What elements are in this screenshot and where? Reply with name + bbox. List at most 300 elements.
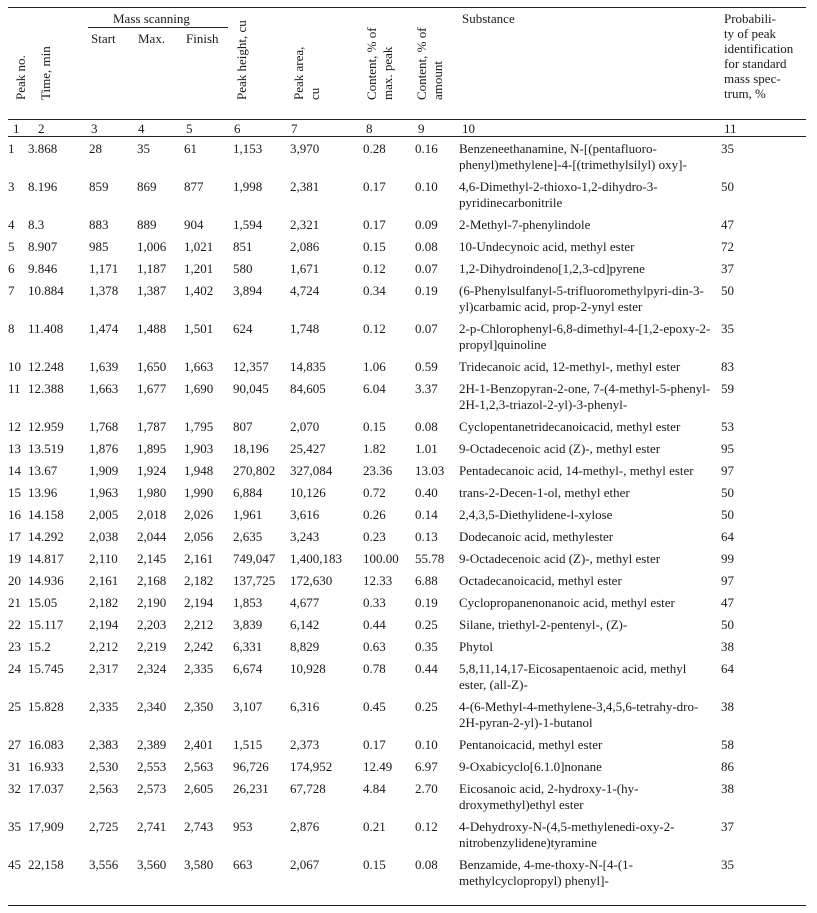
column-number: 10 bbox=[462, 121, 475, 136]
cell-probability: 50 bbox=[721, 617, 734, 632]
cell-substance: 2-Methyl-7-phenylindole bbox=[459, 217, 591, 232]
cell-peak-area: 4,724 bbox=[290, 283, 320, 298]
cell-max: 35 bbox=[137, 141, 150, 156]
cell-content-amount: 0.12 bbox=[415, 819, 438, 834]
cell-peak-height: 1,153 bbox=[233, 141, 263, 156]
cell-peak-area: 8,829 bbox=[290, 639, 320, 654]
cell-peak-height: 1,515 bbox=[233, 737, 263, 752]
cell-finish: 1,948 bbox=[184, 463, 214, 478]
cell-peak-area: 25,427 bbox=[290, 441, 326, 456]
cell-content-amount: 3.37 bbox=[415, 381, 438, 396]
cell-content-max: 0.72 bbox=[363, 485, 386, 500]
table-row bbox=[8, 505, 806, 527]
cell-peak-height: 12,357 bbox=[233, 359, 269, 374]
cell-finish: 2,212 bbox=[184, 617, 214, 632]
cell-start: 883 bbox=[89, 217, 109, 232]
cell-content-amount: 0.10 bbox=[415, 179, 438, 194]
cell-probability: 72 bbox=[721, 239, 734, 254]
cell-probability: 83 bbox=[721, 359, 734, 374]
cell-peak-no: 21 bbox=[8, 595, 21, 610]
cell-max: 2,203 bbox=[137, 617, 167, 632]
cell-start: 2,725 bbox=[89, 819, 119, 834]
column-number: 6 bbox=[234, 121, 241, 136]
cell-peak-height: 96,726 bbox=[233, 759, 269, 774]
cell-content-max: 0.23 bbox=[363, 529, 386, 544]
cell-max: 1,924 bbox=[137, 463, 167, 478]
cell-time: 14.158 bbox=[28, 507, 64, 522]
cell-peak-height: 3,107 bbox=[233, 699, 263, 714]
cell-peak-no: 7 bbox=[8, 283, 15, 298]
cell-probability: 95 bbox=[721, 441, 734, 456]
cell-finish: 2,242 bbox=[184, 639, 214, 654]
cell-peak-height: 1,853 bbox=[233, 595, 263, 610]
cell-peak-no: 25 bbox=[8, 699, 21, 714]
cell-peak-height: 137,725 bbox=[233, 573, 276, 588]
table-row bbox=[8, 779, 806, 817]
cell-max: 1,187 bbox=[137, 261, 167, 276]
table-row bbox=[8, 215, 806, 237]
cell-finish: 1,201 bbox=[184, 261, 214, 276]
cell-peak-area: 6,316 bbox=[290, 699, 320, 714]
table-row bbox=[8, 757, 806, 779]
header-peak-area-line1: Peak area, bbox=[291, 46, 306, 100]
cell-peak-area: 4,677 bbox=[290, 595, 320, 610]
cell-max: 1,787 bbox=[137, 419, 167, 434]
cell-substance: Octadecanoicacid, methyl ester bbox=[459, 573, 622, 588]
cell-finish: 1,501 bbox=[184, 321, 214, 336]
cell-max: 1,387 bbox=[137, 283, 167, 298]
table-row bbox=[8, 571, 806, 593]
cell-peak-no: 12 bbox=[8, 419, 21, 434]
cell-max: 1,895 bbox=[137, 441, 167, 456]
cell-content-max: 0.21 bbox=[363, 819, 386, 834]
cell-max: 2,573 bbox=[137, 781, 167, 796]
header-peak-area-line2: cu bbox=[307, 87, 322, 100]
cell-peak-height: 6,331 bbox=[233, 639, 263, 654]
cell-substance: 9-Octadecenoic acid (Z)-, methyl ester bbox=[459, 551, 661, 566]
cell-substance: 2-p-Chlorophenyl-6,8-dimethyl-4-[1,2-epoxy-2-propyl]quinoline bbox=[459, 321, 711, 352]
cell-probability: 53 bbox=[721, 419, 734, 434]
cell-substance: trans-2-Decen-1-ol, methyl ether bbox=[459, 485, 630, 500]
header-max: Max. bbox=[138, 31, 166, 46]
cell-peak-no: 3 bbox=[8, 179, 15, 194]
table-row bbox=[8, 281, 806, 319]
cell-start: 2,212 bbox=[89, 639, 119, 654]
cell-time: 13.519 bbox=[28, 441, 64, 456]
cell-content-amount: 0.19 bbox=[415, 595, 438, 610]
table-row bbox=[8, 615, 806, 637]
cell-peak-no: 27 bbox=[8, 737, 21, 752]
cell-content-amount: 6.88 bbox=[415, 573, 438, 588]
cell-peak-area: 2,070 bbox=[290, 419, 320, 434]
cell-peak-height: 18,196 bbox=[233, 441, 269, 456]
cell-peak-no: 20 bbox=[8, 573, 21, 588]
cell-content-amount: 2.70 bbox=[415, 781, 438, 796]
cell-peak-height: 3,894 bbox=[233, 283, 263, 298]
cell-substance: Silane, triethyl-2-pentenyl-, (Z)- bbox=[459, 617, 628, 632]
cell-content-max: 0.44 bbox=[363, 617, 386, 632]
cell-time: 17.037 bbox=[28, 781, 64, 796]
cell-time: 14.936 bbox=[28, 573, 64, 588]
header-prob-line5: mass spec- bbox=[724, 71, 781, 86]
cell-content-max: 23.36 bbox=[363, 463, 393, 478]
cell-content-amount: 1.01 bbox=[415, 441, 438, 456]
data-table bbox=[8, 139, 806, 893]
cell-start: 2,005 bbox=[89, 507, 119, 522]
cell-start: 2,383 bbox=[89, 737, 119, 752]
cell-peak-height: 3,839 bbox=[233, 617, 263, 632]
cell-time: 15.117 bbox=[28, 617, 64, 632]
cell-probability: 99 bbox=[721, 551, 734, 566]
cell-max: 2,324 bbox=[137, 661, 167, 676]
cell-peak-area: 6,142 bbox=[290, 617, 320, 632]
cell-max: 1,650 bbox=[137, 359, 167, 374]
table-row bbox=[8, 637, 806, 659]
header-peak-no: Peak no. bbox=[13, 55, 28, 100]
cell-peak-height: 851 bbox=[233, 239, 253, 254]
cell-finish: 904 bbox=[184, 217, 204, 232]
cell-substance: 4-Dehydroxy-N-(4,5-methylenedi-oxy-2-nitrobenzylidene)tyramine bbox=[459, 819, 675, 850]
cell-peak-height: 270,802 bbox=[233, 463, 276, 478]
header-bottom-rule bbox=[8, 119, 806, 120]
cell-substance: Benzeneethanamine, N-[(pentafluoro-phenyl)methylene]-4-[(trimethylsilyl) oxy]- bbox=[459, 141, 687, 172]
cell-peak-area: 84,605 bbox=[290, 381, 326, 396]
cell-peak-area: 3,616 bbox=[290, 507, 320, 522]
cell-peak-no: 35 bbox=[8, 819, 21, 834]
cell-time: 14.292 bbox=[28, 529, 64, 544]
cell-start: 2,530 bbox=[89, 759, 119, 774]
cell-finish: 1,990 bbox=[184, 485, 214, 500]
cell-peak-no: 6 bbox=[8, 261, 15, 276]
cell-time: 10.884 bbox=[28, 283, 64, 298]
cell-max: 1,488 bbox=[137, 321, 167, 336]
cell-substance: (6-Phenylsulfanyl-5-trifluoromethylpyri-din-3-yl)carbamic acid, prop-2-ynyl ester bbox=[459, 283, 704, 314]
table-row bbox=[8, 177, 806, 215]
cell-content-amount: 0.59 bbox=[415, 359, 438, 374]
cell-max: 2,741 bbox=[137, 819, 167, 834]
header-start: Start bbox=[91, 31, 116, 46]
cell-finish: 2,161 bbox=[184, 551, 214, 566]
table-row bbox=[8, 139, 806, 177]
cell-finish: 2,350 bbox=[184, 699, 214, 714]
table-row bbox=[8, 659, 806, 697]
cell-max: 2,219 bbox=[137, 639, 167, 654]
table-top-rule bbox=[8, 7, 806, 8]
cell-content-amount: 0.08 bbox=[415, 239, 438, 254]
cell-substance: Tridecanoic acid, 12-methyl-, methyl ester bbox=[459, 359, 681, 374]
cell-start: 859 bbox=[89, 179, 109, 194]
cell-substance: Dodecanoic acid, methylester bbox=[459, 529, 614, 544]
cell-probability: 64 bbox=[721, 661, 734, 676]
cell-substance: 2H-1-Benzopyran-2-one, 7-(4-methyl-5-phenyl-2H-1,2,3-triazol-2-yl)-3-phenyl- bbox=[459, 381, 711, 412]
cell-time: 15.05 bbox=[28, 595, 58, 610]
cell-substance: 4-(6-Methyl-4-methylene-3,4,5,6-tetrahy-dro-2H-pyran-2-yl)-1-butanol bbox=[459, 699, 699, 730]
header-mass-scanning: Mass scanning bbox=[113, 11, 190, 26]
cell-finish: 1,402 bbox=[184, 283, 214, 298]
cell-peak-area: 1,748 bbox=[290, 321, 320, 336]
cell-peak-area: 67,728 bbox=[290, 781, 326, 796]
header-peak-height: Peak height, cu bbox=[234, 20, 249, 100]
cell-substance: Phytol bbox=[459, 639, 493, 654]
cell-max: 2,190 bbox=[137, 595, 167, 610]
cell-content-max: 0.15 bbox=[363, 239, 386, 254]
cell-probability: 50 bbox=[721, 507, 734, 522]
cell-probability: 58 bbox=[721, 737, 734, 752]
table-row bbox=[8, 357, 806, 379]
header-content-max-line2: max. peak bbox=[380, 46, 395, 100]
cell-content-max: 0.28 bbox=[363, 141, 386, 156]
cell-time: 16.933 bbox=[28, 759, 64, 774]
cell-peak-height: 624 bbox=[233, 321, 253, 336]
cell-peak-no: 22 bbox=[8, 617, 21, 632]
cell-finish: 2,743 bbox=[184, 819, 214, 834]
cell-max: 1,980 bbox=[137, 485, 167, 500]
header-time: Time, min bbox=[38, 46, 53, 100]
cell-peak-no: 23 bbox=[8, 639, 21, 654]
cell-substance: 2,4,3,5-Diethylidene-l-xylose bbox=[459, 507, 613, 522]
column-number: 8 bbox=[366, 121, 373, 136]
cell-max: 2,389 bbox=[137, 737, 167, 752]
cell-peak-area: 2,876 bbox=[290, 819, 320, 834]
cell-peak-area: 1,671 bbox=[290, 261, 320, 276]
cell-content-max: 1.82 bbox=[363, 441, 386, 456]
column-number: 5 bbox=[186, 121, 193, 136]
table-row bbox=[8, 855, 806, 893]
cell-probability: 59 bbox=[721, 381, 734, 396]
cell-content-max: 12.49 bbox=[363, 759, 393, 774]
cell-probability: 97 bbox=[721, 463, 734, 478]
cell-substance: 1,2-Dihydroindeno[1,2,3-cd]pyrene bbox=[459, 261, 645, 276]
cell-content-max: 0.17 bbox=[363, 179, 386, 194]
cell-peak-no: 1 bbox=[8, 141, 15, 156]
cell-start: 2,182 bbox=[89, 595, 119, 610]
cell-peak-no: 15 bbox=[8, 485, 21, 500]
table-row bbox=[8, 439, 806, 461]
cell-finish: 2,194 bbox=[184, 595, 214, 610]
cell-peak-area: 172,630 bbox=[290, 573, 333, 588]
cell-max: 889 bbox=[137, 217, 157, 232]
cell-substance: 4,6-Dimethyl-2-thioxo-1,2-dihydro-3-pyridinecarbonitrile bbox=[459, 179, 658, 210]
cell-probability: 38 bbox=[721, 781, 734, 796]
cell-peak-no: 10 bbox=[8, 359, 21, 374]
cell-content-amount: 6.97 bbox=[415, 759, 438, 774]
column-number: 4 bbox=[138, 121, 145, 136]
cell-probability: 97 bbox=[721, 573, 734, 588]
cell-peak-no: 13 bbox=[8, 441, 21, 456]
cell-finish: 1,690 bbox=[184, 381, 214, 396]
header-prob-line4: for standard bbox=[724, 56, 787, 71]
cell-peak-no: 19 bbox=[8, 551, 21, 566]
cell-start: 28 bbox=[89, 141, 102, 156]
table-row bbox=[8, 483, 806, 505]
cell-peak-no: 31 bbox=[8, 759, 21, 774]
cell-peak-area: 2,381 bbox=[290, 179, 320, 194]
cell-time: 15.2 bbox=[28, 639, 51, 654]
table-row bbox=[8, 735, 806, 757]
cell-content-amount: 0.08 bbox=[415, 857, 438, 872]
table-row bbox=[8, 461, 806, 483]
table-row bbox=[8, 697, 806, 735]
cell-time: 12.388 bbox=[28, 381, 64, 396]
cell-max: 869 bbox=[137, 179, 157, 194]
cell-start: 1,963 bbox=[89, 485, 119, 500]
cell-content-max: 0.15 bbox=[363, 857, 386, 872]
column-number-rule bbox=[8, 136, 806, 137]
cell-time: 13.96 bbox=[28, 485, 58, 500]
cell-content-amount: 0.19 bbox=[415, 283, 438, 298]
cell-content-max: 6.04 bbox=[363, 381, 386, 396]
cell-substance: 9-Oxabicyclo[6.1.0]nonane bbox=[459, 759, 602, 774]
cell-probability: 47 bbox=[721, 595, 734, 610]
cell-content-max: 0.17 bbox=[363, 217, 386, 232]
cell-peak-height: 90,045 bbox=[233, 381, 269, 396]
cell-start: 2,038 bbox=[89, 529, 119, 544]
cell-peak-no: 45 bbox=[8, 857, 21, 872]
cell-content-amount: 0.44 bbox=[415, 661, 438, 676]
cell-peak-no: 4 bbox=[8, 217, 15, 232]
cell-time: 16.083 bbox=[28, 737, 64, 752]
cell-peak-height: 1,998 bbox=[233, 179, 263, 194]
cell-time: 12.959 bbox=[28, 419, 64, 434]
cell-time: 8.907 bbox=[28, 239, 58, 254]
cell-finish: 2,563 bbox=[184, 759, 214, 774]
cell-peak-height: 953 bbox=[233, 819, 253, 834]
cell-peak-no: 17 bbox=[8, 529, 21, 544]
cell-max: 2,018 bbox=[137, 507, 167, 522]
header-prob-line1: Probabili- bbox=[724, 11, 776, 26]
cell-content-amount: 0.14 bbox=[415, 507, 438, 522]
cell-content-max: 0.12 bbox=[363, 261, 386, 276]
cell-peak-area: 2,086 bbox=[290, 239, 320, 254]
cell-content-amount: 0.10 bbox=[415, 737, 438, 752]
cell-finish: 2,026 bbox=[184, 507, 214, 522]
cell-peak-area: 2,321 bbox=[290, 217, 320, 232]
cell-probability: 86 bbox=[721, 759, 734, 774]
cell-peak-no: 11 bbox=[8, 381, 21, 396]
table-bottom-rule bbox=[8, 905, 806, 906]
table-row bbox=[8, 593, 806, 615]
cell-content-max: 0.63 bbox=[363, 639, 386, 654]
header-content-amount-line2: amount bbox=[430, 61, 445, 100]
cell-probability: 50 bbox=[721, 179, 734, 194]
cell-finish: 2,605 bbox=[184, 781, 214, 796]
cell-peak-no: 16 bbox=[8, 507, 21, 522]
table-row bbox=[8, 549, 806, 571]
cell-finish: 2,335 bbox=[184, 661, 214, 676]
cell-finish: 877 bbox=[184, 179, 204, 194]
header-substance: Substance bbox=[462, 11, 515, 26]
cell-substance: Cyclopentanetridecanoicacid, methyl ester bbox=[459, 419, 681, 434]
cell-content-amount: 0.07 bbox=[415, 261, 438, 276]
cell-content-amount: 0.25 bbox=[415, 617, 438, 632]
cell-peak-height: 6,674 bbox=[233, 661, 263, 676]
header-probability bbox=[724, 11, 793, 101]
cell-content-max: 0.34 bbox=[363, 283, 386, 298]
cell-content-max: 0.12 bbox=[363, 321, 386, 336]
cell-max: 2,044 bbox=[137, 529, 167, 544]
table-row bbox=[8, 817, 806, 855]
cell-finish: 2,401 bbox=[184, 737, 214, 752]
cell-start: 1,768 bbox=[89, 419, 119, 434]
table-row bbox=[8, 319, 806, 357]
cell-time: 8.3 bbox=[28, 217, 45, 232]
cell-start: 1,378 bbox=[89, 283, 119, 298]
cell-content-amount: 0.08 bbox=[415, 419, 438, 434]
cell-start: 1,171 bbox=[89, 261, 119, 276]
cell-content-max: 0.33 bbox=[363, 595, 386, 610]
header-finish: Finish bbox=[186, 31, 219, 46]
cell-peak-area: 1,400,183 bbox=[290, 551, 342, 566]
cell-start: 1,876 bbox=[89, 441, 119, 456]
cell-time: 8.196 bbox=[28, 179, 58, 194]
cell-finish: 61 bbox=[184, 141, 197, 156]
cell-finish: 3,580 bbox=[184, 857, 214, 872]
cell-content-amount: 0.07 bbox=[415, 321, 438, 336]
cell-substance: 9-Octadecenoic acid (Z)-, methyl ester bbox=[459, 441, 661, 456]
cell-substance: Benzamide, 4-me-thoxy-N-[4-(1-methylcyclopropyl) phenyl]- bbox=[459, 857, 633, 888]
cell-start: 2,335 bbox=[89, 699, 119, 714]
cell-probability: 47 bbox=[721, 217, 734, 232]
cell-start: 2,110 bbox=[89, 551, 118, 566]
cell-content-amount: 55.78 bbox=[415, 551, 445, 566]
cell-max: 2,145 bbox=[137, 551, 167, 566]
cell-probability: 50 bbox=[721, 485, 734, 500]
cell-peak-height: 1,594 bbox=[233, 217, 263, 232]
cell-probability: 50 bbox=[721, 283, 734, 298]
cell-peak-height: 1,961 bbox=[233, 507, 263, 522]
cell-content-max: 12.33 bbox=[363, 573, 393, 588]
cell-time: 13.67 bbox=[28, 463, 58, 478]
cell-peak-height: 663 bbox=[233, 857, 253, 872]
header-prob-line3: identification bbox=[724, 41, 794, 56]
cell-peak-area: 3,243 bbox=[290, 529, 320, 544]
header-prob-line6: trum, % bbox=[724, 86, 766, 101]
cell-peak-no: 24 bbox=[8, 661, 21, 676]
cell-time: 12.248 bbox=[28, 359, 64, 374]
cell-max: 3,560 bbox=[137, 857, 167, 872]
column-number: 7 bbox=[291, 121, 298, 136]
cell-finish: 1,021 bbox=[184, 239, 214, 254]
cell-time: 15.745 bbox=[28, 661, 64, 676]
cell-peak-area: 174,952 bbox=[290, 759, 333, 774]
column-number: 2 bbox=[38, 121, 45, 136]
cell-finish: 2,182 bbox=[184, 573, 214, 588]
cell-start: 1,663 bbox=[89, 381, 119, 396]
cell-peak-area: 10,928 bbox=[290, 661, 326, 676]
table-row bbox=[8, 237, 806, 259]
cell-peak-height: 2,635 bbox=[233, 529, 263, 544]
cell-content-max: 100.00 bbox=[363, 551, 399, 566]
cell-time: 3.868 bbox=[28, 141, 58, 156]
table-row bbox=[8, 417, 806, 439]
cell-peak-height: 749,047 bbox=[233, 551, 276, 566]
cell-probability: 35 bbox=[721, 321, 734, 336]
cell-probability: 37 bbox=[721, 261, 734, 276]
column-number: 9 bbox=[418, 121, 425, 136]
table-row bbox=[8, 379, 806, 417]
cell-peak-no: 5 bbox=[8, 239, 15, 254]
cell-content-max: 0.17 bbox=[363, 737, 386, 752]
cell-peak-no: 14 bbox=[8, 463, 21, 478]
cell-finish: 1,903 bbox=[184, 441, 214, 456]
cell-finish: 2,056 bbox=[184, 529, 214, 544]
cell-peak-height: 26,231 bbox=[233, 781, 269, 796]
cell-content-amount: 0.40 bbox=[415, 485, 438, 500]
cell-peak-area: 3,970 bbox=[290, 141, 320, 156]
cell-peak-height: 580 bbox=[233, 261, 253, 276]
cell-start: 2,317 bbox=[89, 661, 119, 676]
column-number: 3 bbox=[91, 121, 98, 136]
